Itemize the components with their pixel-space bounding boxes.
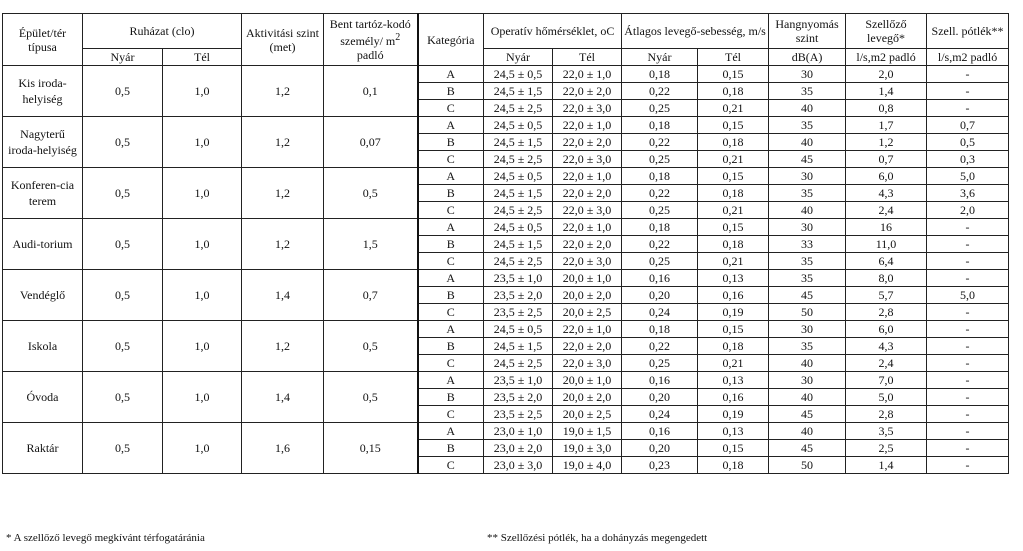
category-cell: A [418,270,484,287]
ventilation-cell: 11,0 [846,236,927,253]
temp-summer-cell: 24,5 ± 0,5 [484,66,553,83]
noise-cell: 45 [769,287,846,304]
category-cell: C [418,202,484,219]
temp-summer-cell: 24,5 ± 2,5 [484,355,553,372]
supplement-cell: 3,6 [927,185,1009,202]
ventilation-cell: 16 [846,219,927,236]
col-header-category: Kategória [418,14,484,66]
velocity-summer-cell: 0,18 [622,219,698,236]
noise-cell: 35 [769,117,846,134]
temp-winter-cell: 20,0 ± 2,5 [553,406,622,423]
velocity-summer-cell: 0,18 [622,66,698,83]
category-cell: C [418,457,484,474]
velocity-winter-cell: 0,18 [698,134,769,151]
velocity-summer-cell: 0,25 [622,202,698,219]
supplement-cell: 5,0 [927,168,1009,185]
ventilation-cell: 0,8 [846,100,927,117]
occupancy-cell: 0,5 [324,168,418,219]
clothing-summer-cell: 0,5 [83,168,163,219]
activity-cell: 1,4 [242,270,324,321]
velocity-winter-cell: 0,18 [698,457,769,474]
occupancy-cell: 0,5 [324,321,418,372]
supplement-cell: 0,3 [927,151,1009,168]
noise-cell: 30 [769,66,846,83]
velocity-summer-cell: 0,16 [622,372,698,389]
occupancy-cell: 0,1 [324,66,418,117]
noise-cell: 40 [769,134,846,151]
occupancy-unit: m [385,34,396,48]
col-header-occupancy [324,14,418,66]
ventilation-cell: 2,4 [846,202,927,219]
velocity-winter-cell: 0,19 [698,406,769,423]
supplement-cell: - [927,423,1009,440]
velocity-summer-cell: 0,18 [622,168,698,185]
temp-winter-cell: 20,0 ± 1,0 [553,372,622,389]
supplement-cell: - [927,338,1009,355]
temp-winter-cell: 22,0 ± 3,0 [553,151,622,168]
temp-winter-cell: 19,0 ± 3,0 [553,440,622,457]
noise-cell: 35 [769,253,846,270]
velocity-summer-cell: 0,18 [622,321,698,338]
activity-cell: 1,2 [242,117,324,168]
velocity-summer-cell: 0,16 [622,270,698,287]
temp-winter-cell: 22,0 ± 1,0 [553,66,622,83]
supplement-cell: - [927,219,1009,236]
ventilation-cell: 1,4 [846,457,927,474]
noise-cell: 40 [769,389,846,406]
velocity-winter-cell: 0,13 [698,270,769,287]
category-cell: B [418,338,484,355]
table-row [3,423,1009,440]
noise-cell: 30 [769,372,846,389]
noise-cell: 30 [769,321,846,338]
temp-summer-cell: 24,5 ± 0,5 [484,321,553,338]
category-cell: B [418,389,484,406]
velocity-winter-cell: 0,13 [698,423,769,440]
category-cell: B [418,287,484,304]
header-row-1 [3,14,1009,49]
clothing-summer-cell: 0,5 [83,270,163,321]
temp-summer-cell: 24,5 ± 1,5 [484,83,553,100]
supplement-cell: - [927,457,1009,474]
temp-summer-cell: 23,5 ± 1,0 [484,372,553,389]
occupancy-cell: 0,7 [324,270,418,321]
ventilation-cell: 7,0 [846,372,927,389]
supplement-cell: 5,0 [927,287,1009,304]
ventilation-cell: 1,4 [846,83,927,100]
building-type-cell: Vendéglő [3,270,83,321]
velocity-summer-cell: 0,22 [622,338,698,355]
supplement-cell: - [927,372,1009,389]
temp-summer-cell: 24,5 ± 2,5 [484,202,553,219]
ventilation-cell: 2,4 [846,355,927,372]
temp-summer-cell: 24,5 ± 1,5 [484,185,553,202]
velocity-summer-cell: 0,22 [622,236,698,253]
velocity-summer-cell: 0,18 [622,117,698,134]
noise-cell: 45 [769,440,846,457]
temp-summer-cell: 24,5 ± 0,5 [484,168,553,185]
velocity-winter-cell: 0,15 [698,168,769,185]
noise-cell: 50 [769,457,846,474]
velocity-winter-cell: 0,15 [698,440,769,457]
building-type-cell: Nagyterű iroda-helyiség [3,117,83,168]
velocity-winter-cell: 0,13 [698,372,769,389]
velocity-summer-cell: 0,25 [622,253,698,270]
ventilation-cell: 6,4 [846,253,927,270]
footnote-ventilation: * A szellőző levegő megkívánt térfogatáránia [6,532,205,544]
supplement-cell: 2,0 [927,202,1009,219]
supplement-cell: - [927,440,1009,457]
velocity-winter-cell: 0,15 [698,321,769,338]
building-type-cell: Audi-torium [3,219,83,270]
supplement-unit-header: l/s,m2 padló [927,49,1009,66]
velocity-winter-cell: 0,16 [698,287,769,304]
supplement-cell: - [927,83,1009,100]
table-row [3,372,1009,389]
temp-winter-cell: 20,0 ± 2,0 [553,287,622,304]
ventilation-cell: 2,8 [846,304,927,321]
category-cell: A [418,219,484,236]
temp-winter-cell: 20,0 ± 2,0 [553,389,622,406]
category-cell: A [418,66,484,83]
supplement-cell: - [927,66,1009,83]
temp-summer-cell: 24,5 ± 2,5 [484,253,553,270]
noise-cell: 30 [769,168,846,185]
building-type-cell: Iskola [3,321,83,372]
ventilation-cell: 0,7 [846,151,927,168]
building-type-cell: Óvoda [3,372,83,423]
temp-summer-cell: 24,5 ± 2,5 [484,100,553,117]
supplement-cell: - [927,321,1009,338]
velocity-summer-cell: 0,22 [622,83,698,100]
noise-cell: 35 [769,83,846,100]
col-header-activity: Aktivitási szint (met) [242,14,324,66]
supplement-cell: - [927,270,1009,287]
temp-summer-cell: 24,5 ± 0,5 [484,117,553,134]
temp-winter-header: Tél [553,49,622,66]
velocity-winter-cell: 0,21 [698,355,769,372]
supplement-cell: - [927,406,1009,423]
supplement-cell: 0,5 [927,134,1009,151]
table-row [3,270,1009,287]
temp-summer-cell: 24,5 ± 1,5 [484,338,553,355]
noise-cell: 40 [769,100,846,117]
temp-summer-cell: 24,5 ± 2,5 [484,151,553,168]
velocity-summer-header: Nyár [622,49,698,66]
velocity-winter-cell: 0,18 [698,236,769,253]
noise-cell: 35 [769,185,846,202]
velocity-winter-cell: 0,19 [698,304,769,321]
temp-summer-cell: 24,5 ± 1,5 [484,236,553,253]
footnote-supplement: ** Szellőzési pótlék, ha a dohányzás megengedett [487,532,708,544]
temp-summer-cell: 23,0 ± 2,0 [484,440,553,457]
temp-winter-cell: 22,0 ± 1,0 [553,117,622,134]
temp-winter-cell: 22,0 ± 1,0 [553,321,622,338]
noise-cell: 33 [769,236,846,253]
building-type-cell: Konferen-cia terem [3,168,83,219]
occupancy-unit-suffix: padló [356,48,384,62]
ventilation-cell: 2,0 [846,66,927,83]
ventilation-cell: 2,5 [846,440,927,457]
ventilation-unit-header: l/s,m2 padló [846,49,927,66]
clothing-winter-cell: 1,0 [163,117,242,168]
temp-summer-cell: 24,5 ± 0,5 [484,219,553,236]
noise-cell: 30 [769,219,846,236]
clothing-winter-cell: 1,0 [163,66,242,117]
velocity-winter-cell: 0,18 [698,338,769,355]
temp-winter-cell: 22,0 ± 1,0 [553,219,622,236]
clothing-summer-cell: 0,5 [83,372,163,423]
occupancy-cell: 0,15 [324,423,418,474]
supplement-cell: - [927,304,1009,321]
velocity-summer-cell: 0,22 [622,134,698,151]
occupancy-cell: 1,5 [324,219,418,270]
table-row [3,66,1009,83]
category-cell: A [418,117,484,134]
velocity-summer-cell: 0,25 [622,355,698,372]
table-row [3,117,1009,134]
ventilation-cell: 1,2 [846,134,927,151]
activity-cell: 1,2 [242,168,324,219]
activity-cell: 1,2 [242,219,324,270]
velocity-summer-cell: 0,24 [622,406,698,423]
temp-winter-cell: 22,0 ± 1,0 [553,168,622,185]
supplement-cell: 0,7 [927,117,1009,134]
noise-cell: 45 [769,151,846,168]
noise-cell: 35 [769,270,846,287]
velocity-winter-cell: 0,15 [698,219,769,236]
category-cell: C [418,304,484,321]
col-header-ventilation: Szellőző levegő* [846,14,927,49]
temp-winter-cell: 22,0 ± 2,0 [553,134,622,151]
supplement-cell: - [927,100,1009,117]
activity-cell: 1,2 [242,321,324,372]
supplement-cell: - [927,236,1009,253]
category-cell: B [418,440,484,457]
clothing-summer-cell: 0,5 [83,117,163,168]
velocity-summer-cell: 0,23 [622,457,698,474]
clothing-summer-cell: 0,5 [83,66,163,117]
ventilation-cell: 6,0 [846,321,927,338]
temp-summer-cell: 23,5 ± 2,0 [484,389,553,406]
clothing-winter-header: Tél [163,49,242,66]
temp-summer-cell: 23,5 ± 2,0 [484,287,553,304]
velocity-summer-cell: 0,20 [622,389,698,406]
ventilation-cell: 2,8 [846,406,927,423]
category-cell: A [418,168,484,185]
ventilation-cell: 4,3 [846,185,927,202]
table-row [3,321,1009,338]
velocity-summer-cell: 0,22 [622,185,698,202]
category-cell: A [418,423,484,440]
ventilation-cell: 6,0 [846,168,927,185]
temp-winter-cell: 22,0 ± 2,0 [553,236,622,253]
header-row-2 [3,49,1009,66]
temp-winter-cell: 20,0 ± 1,0 [553,270,622,287]
velocity-summer-cell: 0,20 [622,287,698,304]
clothing-summer-cell: 0,5 [83,423,163,474]
ventilation-cell: 3,5 [846,423,927,440]
comfort-requirements-table [2,13,1009,474]
temp-winter-cell: 22,0 ± 2,0 [553,185,622,202]
velocity-winter-cell: 0,18 [698,185,769,202]
activity-cell: 1,4 [242,372,324,423]
supplement-cell: - [927,389,1009,406]
velocity-winter-cell: 0,18 [698,83,769,100]
category-cell: A [418,321,484,338]
category-cell: C [418,355,484,372]
category-cell: B [418,185,484,202]
col-header-clothing: Ruházat (clo) [83,14,242,49]
clothing-winter-cell: 1,0 [163,321,242,372]
category-cell: B [418,236,484,253]
occupancy-cell: 0,5 [324,372,418,423]
temp-winter-cell: 22,0 ± 2,0 [553,338,622,355]
clothing-summer-header: Nyár [83,49,163,66]
col-header-operative-temp: Operatív hőmérséklet, oC [484,14,622,49]
table-row [3,168,1009,185]
velocity-winter-header: Tél [698,49,769,66]
velocity-winter-cell: 0,21 [698,253,769,270]
noise-cell: 50 [769,304,846,321]
col-header-building-type: Épület/tér típusa [3,14,83,66]
occupancy-label: Bent tartóz-kodó személy/ [329,17,411,48]
ventilation-cell: 1,7 [846,117,927,134]
category-cell: C [418,100,484,117]
velocity-winter-cell: 0,16 [698,389,769,406]
temp-summer-cell: 23,5 ± 2,5 [484,304,553,321]
category-cell: C [418,406,484,423]
clothing-summer-cell: 0,5 [83,321,163,372]
temp-winter-cell: 22,0 ± 3,0 [553,253,622,270]
temp-winter-cell: 22,0 ± 3,0 [553,355,622,372]
temp-summer-cell: 24,5 ± 1,5 [484,134,553,151]
noise-cell: 45 [769,406,846,423]
occupancy-cell: 0,07 [324,117,418,168]
supplement-cell: - [927,253,1009,270]
table-row [3,219,1009,236]
temp-summer-header: Nyár [484,49,553,66]
clothing-winter-cell: 1,0 [163,168,242,219]
building-type-cell: Raktár [3,423,83,474]
building-type-cell: Kis iroda-helyiség [3,66,83,117]
clothing-winter-cell: 1,0 [163,372,242,423]
category-cell: B [418,83,484,100]
velocity-summer-cell: 0,24 [622,304,698,321]
noise-cell: 35 [769,338,846,355]
category-cell: A [418,372,484,389]
col-header-supplement: Szell. pótlék** [927,14,1009,49]
temp-winter-cell: 20,0 ± 2,5 [553,304,622,321]
activity-cell: 1,6 [242,423,324,474]
noise-cell: 40 [769,423,846,440]
ventilation-cell: 4,3 [846,338,927,355]
velocity-summer-cell: 0,20 [622,440,698,457]
ventilation-cell: 5,7 [846,287,927,304]
col-header-noise: Hangnyomás szint [769,14,846,49]
temp-summer-cell: 23,0 ± 3,0 [484,457,553,474]
velocity-summer-cell: 0,16 [622,423,698,440]
temp-summer-cell: 23,5 ± 1,0 [484,270,553,287]
category-cell: C [418,253,484,270]
velocity-winter-cell: 0,21 [698,100,769,117]
temp-winter-cell: 19,0 ± 4,0 [553,457,622,474]
noise-cell: 40 [769,202,846,219]
temp-summer-cell: 23,0 ± 1,0 [484,423,553,440]
temp-winter-cell: 22,0 ± 2,0 [553,83,622,100]
clothing-winter-cell: 1,0 [163,219,242,270]
temp-winter-cell: 19,0 ± 1,5 [553,423,622,440]
category-cell: B [418,134,484,151]
noise-unit-header: dB(A) [769,49,846,66]
clothing-summer-cell: 0,5 [83,219,163,270]
category-cell: C [418,151,484,168]
velocity-winter-cell: 0,21 [698,202,769,219]
ventilation-cell: 8,0 [846,270,927,287]
clothing-winter-cell: 1,0 [163,270,242,321]
supplement-cell: - [927,355,1009,372]
occupancy-unit-exponent: 2 [395,32,401,43]
clothing-winter-cell: 1,0 [163,423,242,474]
velocity-summer-cell: 0,25 [622,151,698,168]
temp-winter-cell: 22,0 ± 3,0 [553,202,622,219]
velocity-winter-cell: 0,15 [698,66,769,83]
ventilation-cell: 5,0 [846,389,927,406]
activity-cell: 1,2 [242,66,324,117]
velocity-winter-cell: 0,21 [698,151,769,168]
temp-summer-cell: 23,5 ± 2,5 [484,406,553,423]
col-header-air-velocity: Átlagos levegő-sebesség, m/s [622,14,769,49]
noise-cell: 40 [769,355,846,372]
velocity-summer-cell: 0,25 [622,100,698,117]
temp-winter-cell: 22,0 ± 3,0 [553,100,622,117]
velocity-winter-cell: 0,15 [698,117,769,134]
